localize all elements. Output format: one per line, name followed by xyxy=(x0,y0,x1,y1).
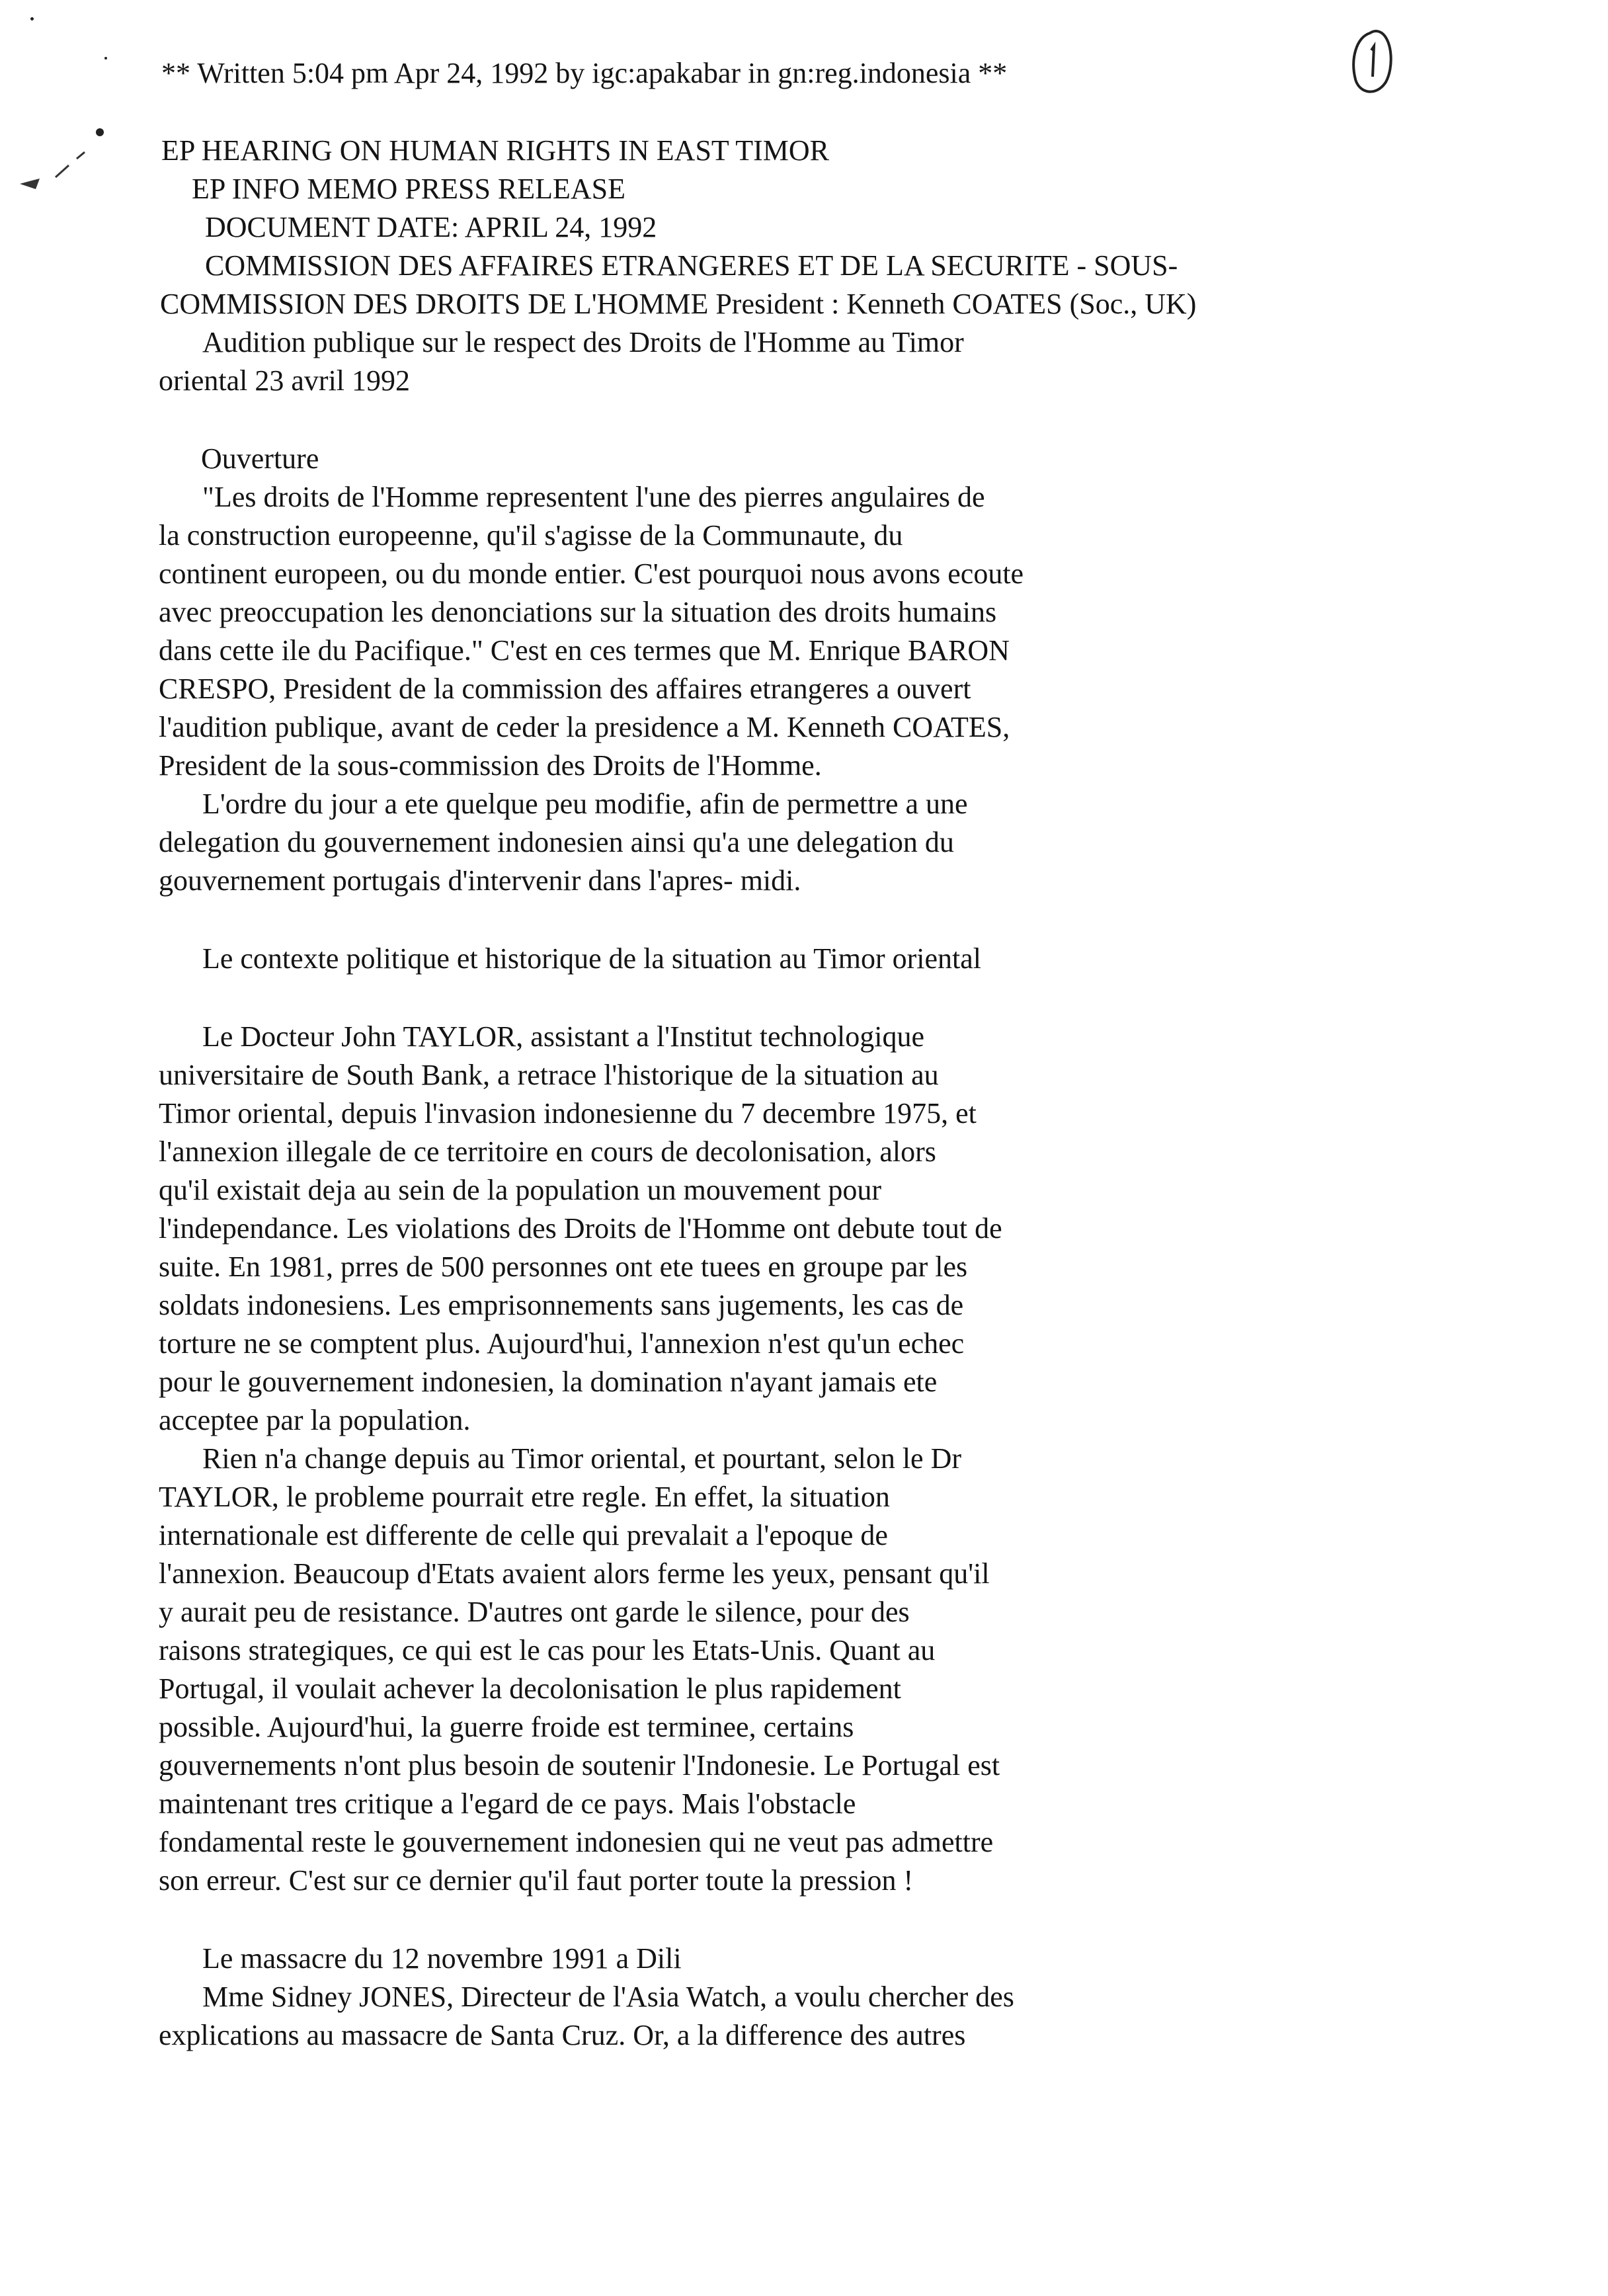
text-line: l'annexion. Beaucoup d'Etats avaient alors ferme les yeux, pensant qu'il xyxy=(159,1557,990,1590)
text-line: President de la sous-commission des Droits de l'Homme. xyxy=(159,749,822,782)
text-line: CRESPO, President de la commission des affaires etrangeres a ouvert xyxy=(159,673,971,705)
section-heading-contexte: Le contexte politique et historique de la situation au Timor oriental xyxy=(202,942,981,975)
text-line: l'annexion illegale de ce territoire en cours de decolonisation, alors xyxy=(159,1135,936,1168)
text-line: l'independance. Les violations des Droits de l'Homme ont debute tout de xyxy=(159,1212,1002,1245)
section-heading-massacre: Le massacre du 12 novembre 1991 a Dili xyxy=(202,1942,682,1975)
text-line: qu'il existait deja au sein de la population un mouvement pour xyxy=(159,1174,882,1206)
text-line: acceptee par la population. xyxy=(159,1404,471,1436)
text-line: continent europeen, ou du monde entier. C'est pourquoi nous avons ecoute xyxy=(159,557,1024,590)
text-line: Le Docteur John TAYLOR, assistant a l'Institut technologique xyxy=(202,1020,925,1053)
document-subtitle: EP INFO MEMO PRESS RELEASE xyxy=(192,173,626,205)
header-line: ** Written 5:04 pm Apr 24, 1992 by igc:apakabar in gn:reg.indonesia ** xyxy=(161,57,1008,89)
text-line: suite. En 1981, prres de 500 personnes ont ete tuees en groupe par les xyxy=(159,1250,968,1283)
text-line: possible. Aujourd'hui, la guerre froide est terminee, certains xyxy=(159,1711,854,1743)
text-line: l'audition publique, avant de ceder la presidence a M. Kenneth COATES, xyxy=(159,711,1010,743)
document-title: EP HEARING ON HUMAN RIGHTS IN EAST TIMOR xyxy=(161,134,829,167)
text-line: maintenant tres critique a l'egard de ce pays. Mais l'obstacle xyxy=(159,1787,856,1820)
text-line: TAYLOR, le probleme pourrait etre regle. En effet, la situation xyxy=(159,1481,890,1513)
audition-line-1: Audition publique sur le respect des Droits de l'Homme au Timor xyxy=(202,326,964,358)
text-line: L'ordre du jour a ete quelque peu modifie, afin de permettre a une xyxy=(202,788,968,820)
document-date: DOCUMENT DATE: APRIL 24, 1992 xyxy=(205,211,657,243)
text-line: raisons strategiques, ce qui est le cas pour les Etats-Unis. Quant au xyxy=(159,1634,936,1666)
text-line: soldats indonesiens. Les emprisonnements sans jugements, les cas de xyxy=(159,1289,964,1321)
text-line: Rien n'a change depuis au Timor oriental, et pourtant, selon le Dr xyxy=(202,1442,962,1475)
text-line: internationale est differente de celle qui prevalait a l'epoque de xyxy=(159,1519,888,1551)
text-line: dans cette ile du Pacifique." C'est en ces termes que M. Enrique BARON xyxy=(159,634,1010,667)
text-line: explications au massacre de Santa Cruz. Or, a la difference des autres xyxy=(159,2019,966,2051)
text-line: "Les droits de l'Homme representent l'une des pierres angulaires de xyxy=(202,481,985,513)
text-line: gouvernements n'ont plus besoin de soutenir l'Indonesie. Le Portugal est xyxy=(159,1749,1000,1782)
text-line: la construction europeenne, qu'il s'agisse de la Communaute, du xyxy=(159,519,903,552)
scan-speck xyxy=(30,17,34,20)
text-line: y aurait peu de resistance. D'autres ont garde le silence, pour des xyxy=(159,1596,910,1628)
text-line: torture ne se comptent plus. Aujourd'hui, l'annexion n'est qu'un echec xyxy=(159,1327,965,1360)
text-line: delegation du gouvernement indonesien ainsi qu'a une delegation du xyxy=(159,826,954,858)
section-heading-ouverture: Ouverture xyxy=(201,442,319,475)
text-line: Portugal, il voulait achever la decolonisation le plus rapidement xyxy=(159,1672,901,1705)
text-line: avec preoccupation les denonciations sur la situation des droits humains xyxy=(159,596,997,628)
text-line: fondamental reste le gouvernement indonesien qui ne veut pas admettre xyxy=(159,1826,994,1858)
scan-speck xyxy=(104,57,107,60)
handwritten-page-number-icon xyxy=(1347,28,1398,101)
text-line: universitaire de South Bank, a retrace l'historique de la situation au xyxy=(159,1059,939,1091)
text-line: son erreur. C'est sur ce dernier qu'il faut porter toute la pression ! xyxy=(159,1864,914,1897)
text-line: Timor oriental, depuis l'invasion indonesienne du 7 decembre 1975, et xyxy=(159,1097,977,1129)
audition-line-2: oriental 23 avril 1992 xyxy=(159,364,411,397)
text-line: Mme Sidney JONES, Directeur de l'Asia Watch, a voulu chercher des xyxy=(202,1981,1014,2013)
commission-line-1: COMMISSION DES AFFAIRES ETRANGERES ET DE LA SECURITE - SOUS- xyxy=(205,249,1178,282)
commission-line-2: COMMISSION DES DROITS DE L'HOMME President : Kenneth COATES (Soc., UK) xyxy=(160,288,1197,320)
text-line: pour le gouvernement indonesien, la domination n'ayant jamais ete xyxy=(159,1366,938,1398)
text-line: gouvernement portugais d'intervenir dans l'apres- midi. xyxy=(159,864,801,897)
margin-pen-mark xyxy=(13,126,106,198)
